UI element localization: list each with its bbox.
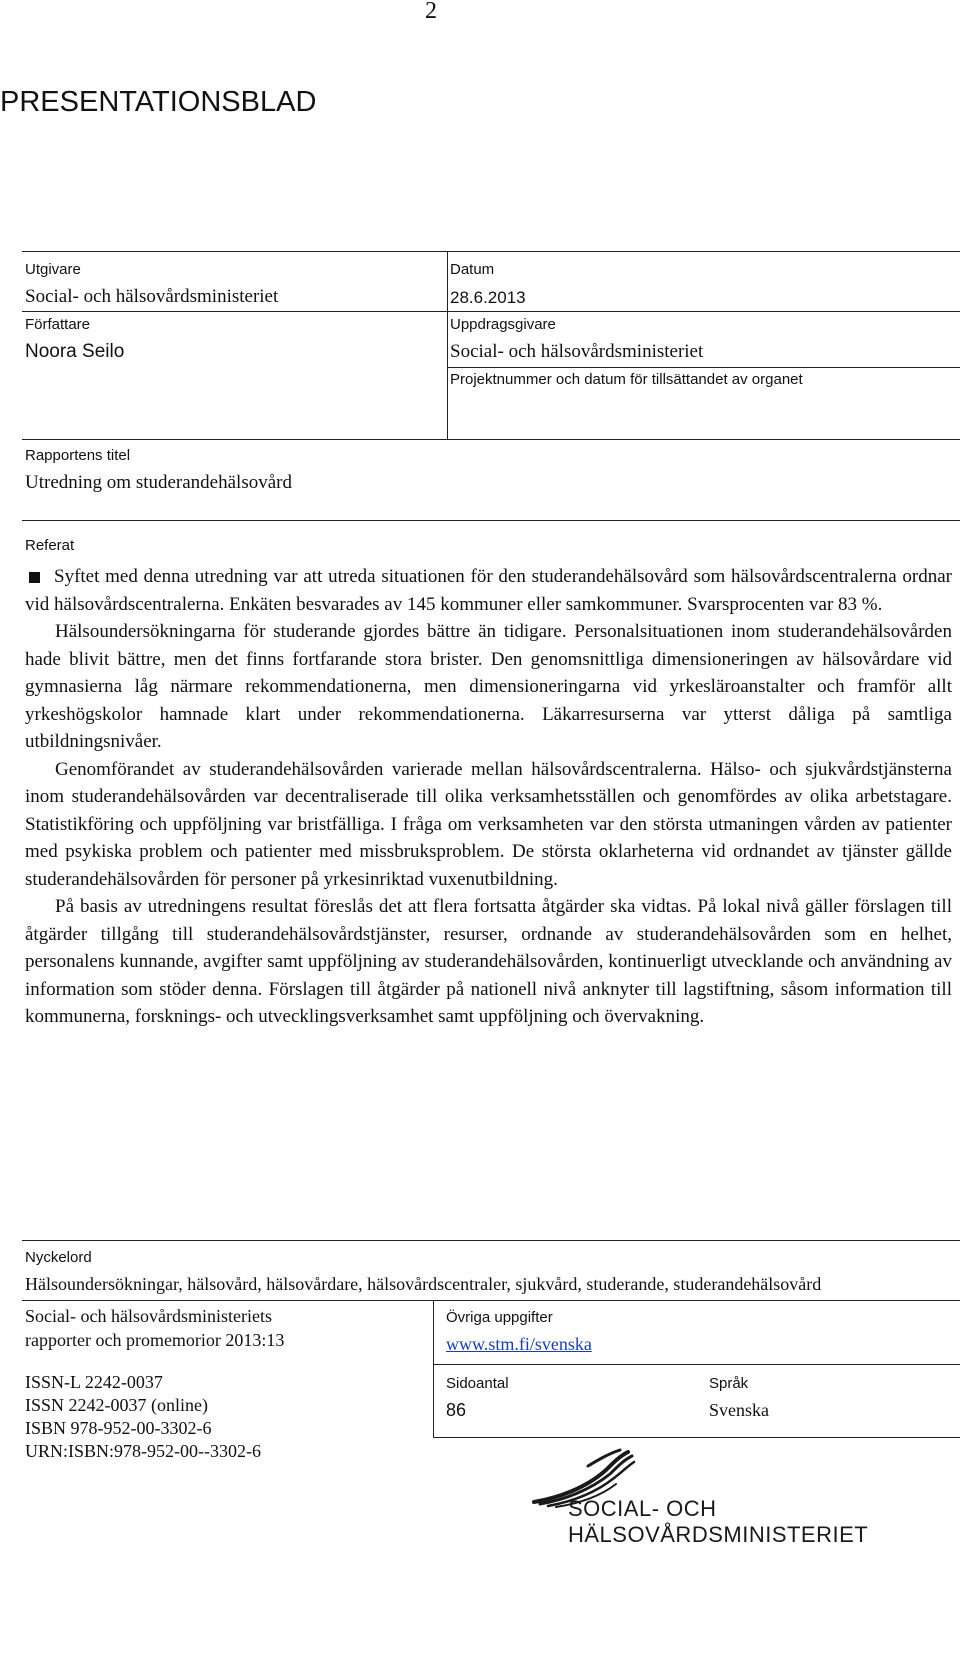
divider-nyckelord <box>22 1240 960 1241</box>
urn-isbn: URN:ISBN:978-952-00--3302-6 <box>25 1441 261 1461</box>
nyckelord-value: Hälsoundersökningar, hälsovård, hälsovårdare, hälsovårdscentraler, sjukvård, studerande, studerandehälsovård <box>25 1274 822 1294</box>
referat-paragraph-3: Genomförandet av studerandehälsovården varierade mellan hälsovårdscentralerna. Hälso- och sjukvårdstjänsterna inom studerandehälsovården var decentraliserade till olika verksamhetsställen och genomfördes av olika arbetstagare. Statistikföring och uppföljning var bristfälliga. I fråga om verksamheten var den största utmaningen vården av patienter med psykiska problem och patienter med missbruksproblem. De största oklarheterna vid ordnandet av tjänster gällde studerandehälsovården för personer på yrkesinriktad vuxenutbildning. <box>25 758 952 890</box>
divider-vertical-header <box>447 251 448 439</box>
referat-paragraph-4: På basis av utredningens resultat föreslås det att flera fortsatta åtgärder ska vidtas. På lokal nivå gäller förslagen till åtgärder tillgång till studerandehälsovårdstjänster, resurser, ordnande av studerandehälsovården som en helhet, personalens kunnande, avgifter samt uppföljning av studerandehälsovården, kontinuerligt utvecklande och användning av information som stöder denna. Förslagen till åtgärder på nationell nivå anknyter till lagstiftning, såsom information till kommunerna, forsknings- och utvecklingsverksamhet samt uppföljning och övervakning. <box>25 896 952 1027</box>
nyckelord-label: Nyckelord <box>25 1249 92 1266</box>
series-line-1: Social- och hälsovårdsministeriets <box>25 1306 272 1326</box>
rapportens-titel-label: Rapportens titel <box>25 447 131 464</box>
divider-top <box>22 251 960 252</box>
logo-line-2: HÄLSOVÅRDSMINISTERIET <box>568 1522 869 1547</box>
sprak-value: Svenska <box>709 1400 769 1420</box>
sidoantal-value: 86 <box>446 1400 467 1420</box>
ovriga-label: Övriga uppgifter <box>446 1309 553 1326</box>
divider-bottom-2 <box>433 1364 960 1365</box>
sidoantal-label: Sidoantal <box>446 1375 509 1392</box>
divider-header-2 <box>447 367 960 368</box>
series-block <box>25 1304 284 1352</box>
identifiers-block <box>25 1371 261 1463</box>
divider-bottom-3 <box>433 1437 960 1438</box>
page-title: PRESENTATIONSBLAD <box>0 86 317 118</box>
divider-header-1 <box>22 311 960 312</box>
referat-label: Referat <box>25 537 75 554</box>
rapportens-titel-value: Utredning om studerandehälsovård <box>25 472 292 493</box>
referat-paragraph-1: Syftet med denna utredning var att utreda situationen för den studerandehälsovård som hälsovårdscentralerna ordnar vid hälsovårdscentralerna. Enkäten besvarades av 145 kommuner eller samkommuner. Svarsprocenten var 83 %. <box>25 566 952 615</box>
utgivare-value: Social- och hälsovårdsministeriet <box>25 286 279 307</box>
datum-value: 28.6.2013 <box>450 288 526 307</box>
isbn: ISBN 978-952-00-3302-6 <box>25 1418 212 1438</box>
logo-line-1: SOCIAL- OCH <box>568 1496 717 1521</box>
ministry-logo-text <box>568 1496 868 1548</box>
divider-header-3 <box>22 439 960 440</box>
issn-l: ISSN-L 2242-0037 <box>25 1372 163 1392</box>
sprak-label: Språk <box>709 1375 749 1392</box>
uppdragsgivare-value: Social- och hälsovårdsministeriet <box>450 341 704 362</box>
datum-label: Datum <box>450 261 495 278</box>
issn-online: ISSN 2242-0037 (online) <box>25 1395 208 1415</box>
utgivare-label: Utgivare <box>25 261 81 278</box>
series-line-2: rapporter och promemorior 2013:13 <box>25 1330 285 1350</box>
uppdragsgivare-label: Uppdragsgivare <box>450 316 556 333</box>
divider-referat <box>22 520 960 521</box>
projektnummer-label: Projektnummer och datum för tillsättandet av organet <box>450 371 803 388</box>
forfattare-label: Författare <box>25 316 91 333</box>
referat-paragraph-2: Hälsoundersökningarna för studerande gjordes bättre än tidigare. Personalsituationen inom studerandehälsovården hade blivit bättre, men det finns fortfarande stora brister. Den genomsnittliga dimensioneringen av hälsovårdare vid gymnasierna låg närmare rekommendationerna, men dimensioneringarna vid yrkesläroanstalter och framför allt yrkeshögskolor hamnade klart under rekommendationerna. Läkarresurserna var ytterst dåliga på samtliga utbildningsnivåer. <box>25 621 952 752</box>
referat-body <box>25 563 952 1031</box>
page-number: 2 <box>425 0 437 24</box>
divider-vertical-bottom <box>433 1300 434 1438</box>
stm-website-link[interactable]: www.stm.fi/svenska <box>446 1334 592 1354</box>
bullet-square-icon <box>29 572 40 583</box>
forfattare-value: Noora Seilo <box>25 341 125 362</box>
divider-bottom-1 <box>22 1300 960 1301</box>
